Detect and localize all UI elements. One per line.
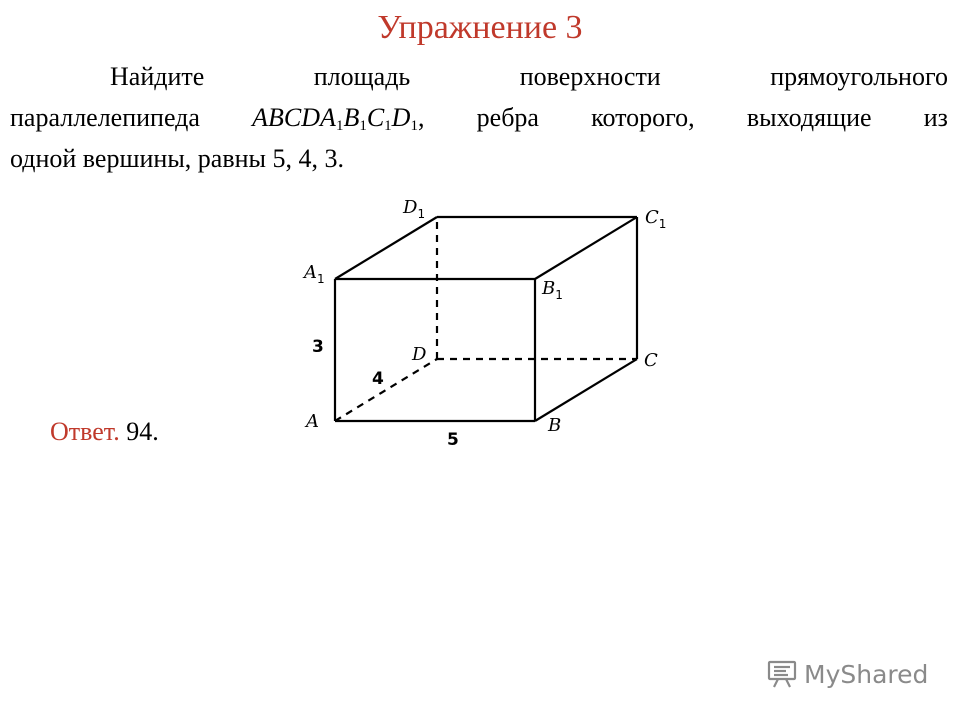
word: которого, — [591, 103, 695, 132]
figure-name: $ABCDA_1B_1C_1D_1$, — [252, 103, 425, 134]
presentation-board-icon — [766, 659, 798, 689]
vertex-label-c1: $C_1$ — [645, 207, 667, 231]
answer-label: Ответ. — [50, 417, 120, 446]
answer-value: 94. — [126, 417, 159, 446]
edge-bc — [535, 359, 637, 421]
word: из — [923, 103, 948, 132]
watermark-text: MyShared — [804, 659, 929, 689]
edge-label-ab: 5 — [447, 430, 459, 450]
slide-title: Упражнение 3 — [377, 9, 583, 46]
vertex-label-b: B — [548, 415, 562, 436]
word: Найдите — [110, 62, 205, 91]
word: площадь — [313, 62, 411, 91]
edge-ad-hidden — [335, 359, 437, 421]
word: ребра — [476, 103, 539, 132]
edge-label-aa1: 3 — [312, 337, 324, 357]
edges — [335, 217, 637, 421]
vertex-label-a: A — [306, 411, 319, 432]
word: поверхности — [519, 62, 661, 91]
vertex-label-b1: $B_1$ — [542, 278, 563, 302]
vertex-label-d1: $D_1$ — [403, 197, 426, 221]
vertex-label-c: C — [644, 350, 658, 371]
edge-a1d1 — [335, 217, 437, 279]
edge-b1c1 — [535, 217, 637, 279]
answer — [50, 414, 159, 450]
word: прямоугольного — [770, 62, 948, 91]
vertex-label-d: D — [412, 344, 427, 365]
word: выходящие — [746, 103, 872, 132]
problem-line-3 — [10, 138, 948, 179]
problem-statement — [10, 56, 948, 179]
parallelepiped-figure — [290, 180, 690, 460]
problem-line-2 — [10, 97, 948, 138]
word: одной вершины, равны 5, 4, 3. — [10, 144, 344, 173]
vertex-label-a1: $A_1$ — [304, 262, 325, 286]
watermark — [766, 654, 928, 694]
word: параллелепипеда — [10, 103, 200, 132]
problem-line-1 — [10, 56, 948, 97]
edge-label-ad: 4 — [372, 369, 384, 389]
